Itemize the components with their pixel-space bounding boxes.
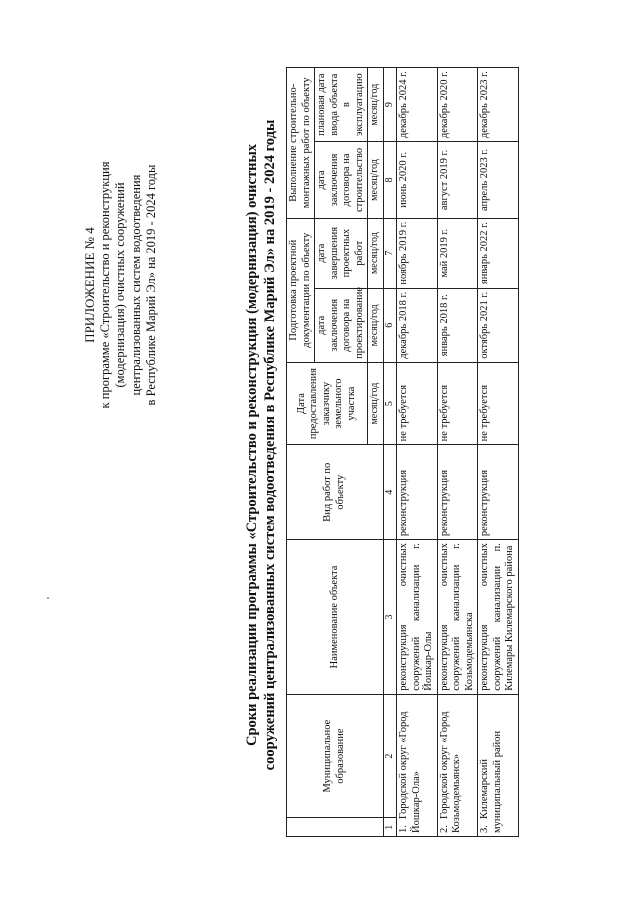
- unit-cell: месяц/год: [368, 142, 384, 218]
- row-number: 1.: [398, 825, 409, 833]
- land-date-cell: не требуется: [397, 362, 438, 444]
- work-type-cell: реконструкция: [437, 445, 478, 540]
- land-date-cell: не требуется: [478, 362, 519, 444]
- document-heading: [243, 65, 279, 825]
- column-number: 9: [383, 68, 397, 142]
- appendix-line: (модернизация) очистных сооружений: [113, 182, 127, 388]
- commissioning-cell: декабрь 2023 г.: [478, 68, 519, 142]
- municipality-name: Городской округ «Город Йошкар-Ола»: [398, 711, 422, 833]
- table-row: [437, 68, 478, 837]
- design-start-cell: декабрь 2018 г.: [397, 288, 438, 362]
- schedule-table: [286, 67, 519, 837]
- unit-cell: месяц/год: [368, 288, 384, 362]
- unit-cell: месяц/год: [368, 218, 384, 288]
- unit-cell: месяц/год: [368, 68, 384, 142]
- scan-speck: [47, 597, 49, 599]
- header-land-date: Дата предоставления заказчику земельного участка: [287, 362, 368, 444]
- column-number: 8: [383, 142, 397, 218]
- commissioning-cell: декабрь 2024 г.: [397, 68, 438, 142]
- column-number-row: [383, 68, 397, 837]
- table-row: [478, 68, 519, 837]
- object-name-cell: реконструкция очистных сооружений канализации п. Килемары Килемарского района: [478, 540, 519, 695]
- commissioning-cell: декабрь 2020 г.: [437, 68, 478, 142]
- construction-start-cell: июнь 2020 г.: [397, 142, 438, 218]
- header-municipality: Муниципальное образование: [287, 694, 384, 818]
- work-type-cell: реконструкция: [397, 445, 438, 540]
- municipality-name: Городской округ «Город Козьмодемьянск»: [438, 711, 462, 833]
- header-design-end: дата завершения проектных работ: [315, 218, 368, 288]
- header-design-group: Подготовка проектной документации по объекту: [287, 218, 315, 362]
- design-end-cell: май 2019 г.: [437, 218, 478, 288]
- appendix-line: к программе «Строительство и реконструкция: [97, 161, 112, 409]
- land-date-cell: не требуется: [437, 362, 478, 444]
- appendix-line: в Республике Марий Эл» на 2019 - 2024 годы: [144, 164, 158, 406]
- row-number: 3.: [479, 825, 490, 833]
- column-number: 6: [383, 288, 397, 362]
- appendix-block: [82, 65, 160, 505]
- design-end-cell: ноябрь 2019 г.: [397, 218, 438, 288]
- object-name-cell: реконструкция очистных сооружений канализации г. Йошкар-Олы: [397, 540, 438, 695]
- appendix-title: ПРИЛОЖЕНИЕ № 4: [82, 227, 97, 343]
- header-object-name: Наименование объекта: [287, 540, 384, 695]
- column-number: 7: [383, 218, 397, 288]
- header-row: [287, 68, 315, 837]
- construction-start-cell: апрель 2023 г.: [478, 142, 519, 218]
- header-design-start: дата заключения договора на проектирование: [315, 288, 368, 362]
- design-end-cell: январь 2022 г.: [478, 218, 519, 288]
- unit-cell: месяц/год: [368, 362, 384, 444]
- design-start-cell: январь 2018 г.: [437, 288, 478, 362]
- column-number: 5: [383, 362, 397, 444]
- municipality-name: Килемарский муниципальный район: [479, 730, 503, 833]
- heading-line: сооружений централизованных систем водоотведения в Республике Марий Эл» на 2019 - 2024 годы: [262, 119, 278, 771]
- construction-start-cell: август 2019 г.: [437, 142, 478, 218]
- column-number: 3: [383, 540, 397, 695]
- object-name-cell: реконструкция очистных сооружений канализации г. Козьмодемьянска: [437, 540, 478, 695]
- header-commissioning: плановая дата ввода объекта в эксплуатацию: [315, 68, 368, 142]
- appendix-line: централизованных систем водоотведения: [128, 174, 143, 396]
- column-number: 4: [383, 445, 397, 540]
- column-number: 1: [383, 818, 397, 837]
- municipality-cell: [397, 694, 438, 836]
- header-construction-group: Выполнение строительно-монтажных работ по объекту: [287, 68, 315, 219]
- table-row: [397, 68, 438, 837]
- municipality-cell: [478, 694, 519, 836]
- municipality-cell: [437, 694, 478, 836]
- heading-line: Сроки реализации программы «Строительство и реконструкция (модернизация) очистных: [244, 143, 260, 747]
- work-type-cell: реконструкция: [478, 445, 519, 540]
- header-construction-start: дата заключения договора на строительство: [315, 142, 368, 218]
- design-start-cell: октябрь 2021 г.: [478, 288, 519, 362]
- row-number: 2.: [438, 825, 450, 833]
- header-number: [287, 818, 384, 837]
- column-number: 2: [383, 694, 397, 818]
- header-work-type: Вид работ по объекту: [287, 445, 384, 540]
